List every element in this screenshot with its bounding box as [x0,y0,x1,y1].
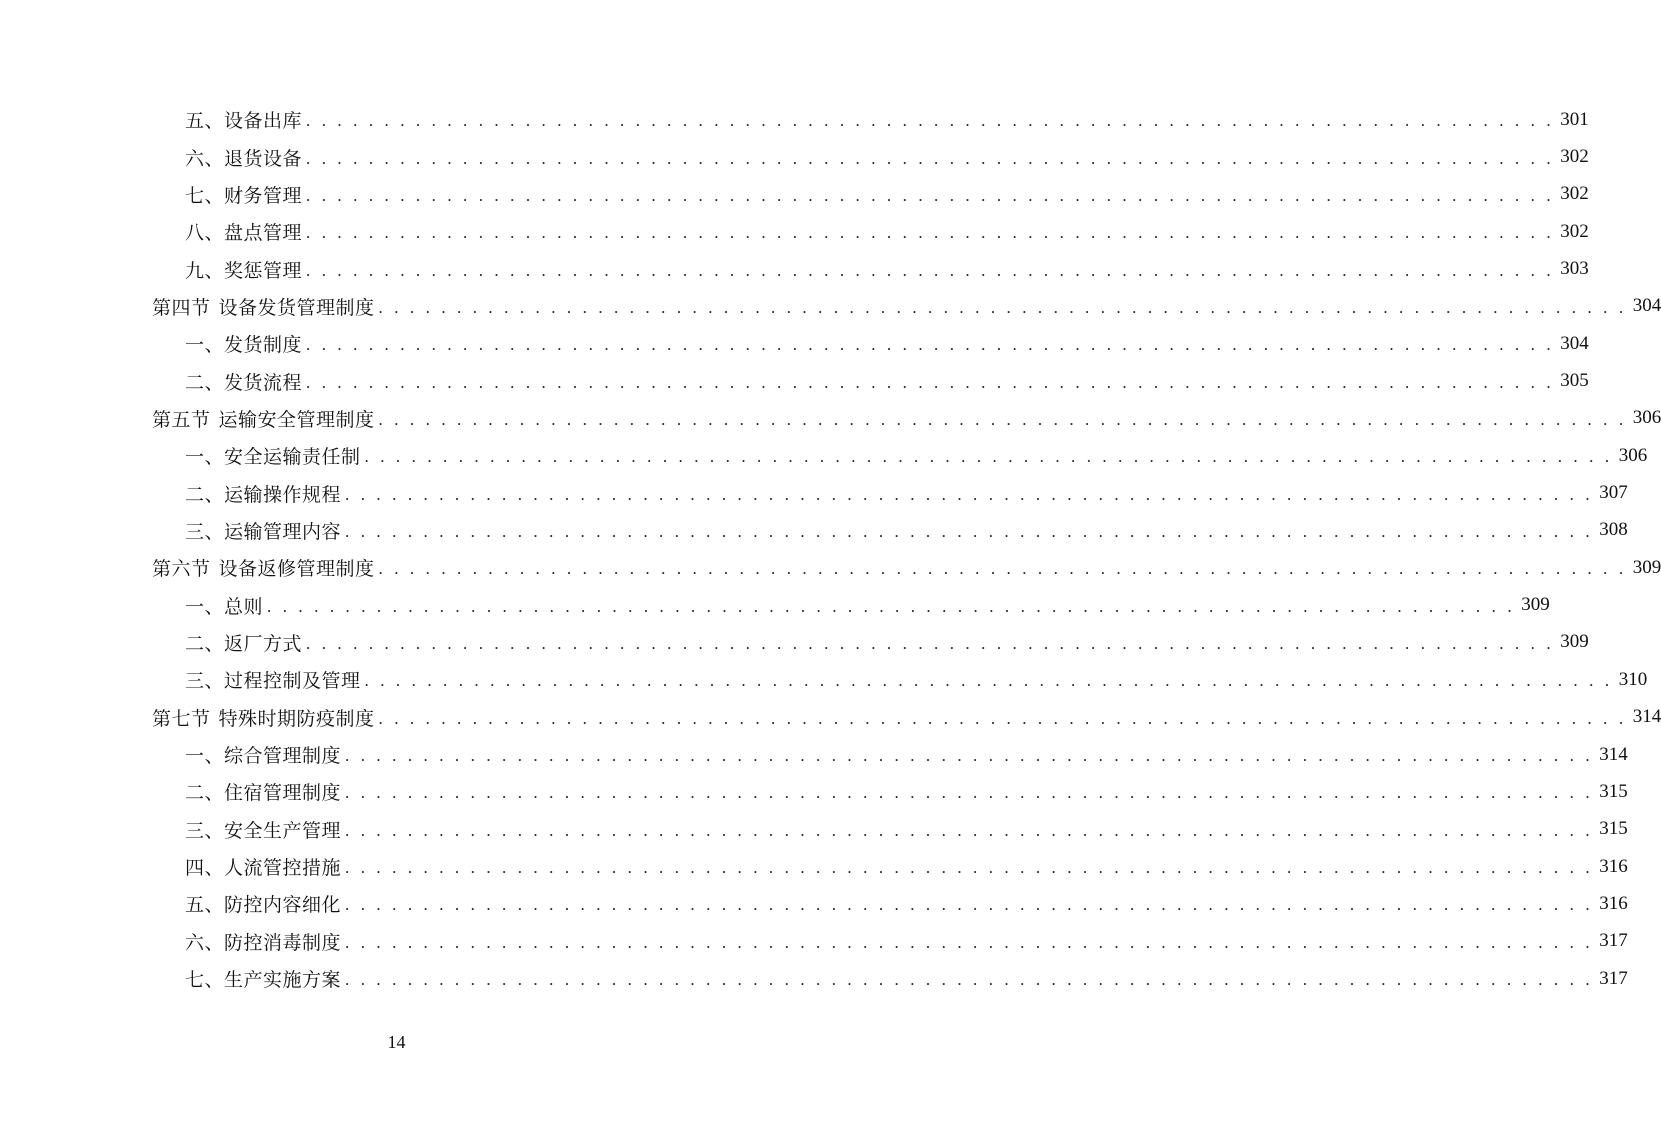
toc-page-number: 317 [1599,930,1628,952]
toc-page-number: 309 [1521,594,1550,616]
toc-entry-text: 财务管理 [224,184,303,207]
toc-page-number: 309 [1632,556,1661,578]
toc-leader-dots: . . . . . . . . . . . . . . . . . . . . . . . . . . . . . . . . . . . . . . . . . . . . . . . . . . . . . . . . . . . . . . . . . . . . . . . . . . . . . . . . [345,858,1594,878]
toc-subsection-entry[interactable] [0,138,1589,175]
toc-entry-number: 第六节 [152,558,211,581]
toc-page-number: 314 [1599,743,1628,765]
toc-page-number: 306 [1618,444,1648,466]
toc-entry-number: 三、 [185,819,225,842]
toc-page-number: 316 [1599,892,1628,914]
toc-leader-dots: . . . . . . . . . . . . . . . . . . . . . . . . . . . . . . . . . . . . . . . . . . . . . . . . . . . . . . . . . . . . . . . . . . . . . . . . . . . . . . . . [364,671,1613,691]
toc-page-number: 315 [1599,780,1628,802]
toc-subsection-entry[interactable] [0,325,1589,362]
toc-entry-number: 四、 [185,857,225,880]
toc-page-number: 309 [1560,631,1589,653]
toc-page-number: 316 [1599,855,1628,877]
toc-section-entry[interactable] [0,400,1661,437]
toc-leader-dots: . . . . . . . . . . . . . . . . . . . . . . . . . . . . . . . . . . . . . . . . . . . . . . . . . . . . . . . . . . . . . . . . . . . . . . . . . . . . . . . . [345,932,1594,952]
toc-entry-text: 返厂方式 [224,632,303,655]
toc-entry-text: 防控内容细化 [224,894,342,917]
toc-entry-number: 二、 [185,483,225,506]
toc-entry-number: 二、 [185,632,225,655]
toc-subsection-entry[interactable] [0,848,1628,885]
toc-entry-title [185,741,345,768]
toc-subsection-entry[interactable] [0,250,1589,287]
toc-leader-dots: . . . . . . . . . . . . . . . . . . . . . . . . . . . . . . . . . . . . . . . . . . . . . . . . . . . . . . . . . . . . . . . . . . . . . . . . . . . . . . . . [345,484,1594,504]
toc-entry-number: 第四节 [152,296,211,319]
toc-leader-dots: . . . . . . . . . . . . . . . . . . . . . . . . . . . . . . . . . . . . . . . . . . . . . . . . . . . . . . . . . . . . . . . . . . . . . . . . . . . . . . . . [378,297,1627,317]
toc-entry-text: 住宿管理制度 [224,782,342,805]
toc-entry-number: 五、 [185,110,225,133]
toc-subsection-entry[interactable] [0,885,1628,922]
toc-subsection-entry[interactable] [0,661,1648,698]
toc-entry-title [185,517,345,544]
toc-entry-number: 第五节 [152,408,211,431]
toc-leader-dots: . . . . . . . . . . . . . . . . . . . . . . . . . . . . . . . . . . . . . . . . . . . . . . . . . . . . . . . . . . . . . . . . . . . . . . . . . . . . . . . . [345,746,1594,766]
toc-entry-title [185,330,306,357]
toc-leader-dots: . . . . . . . . . . . . . . . . . . . . . . . . . . . . . . . . . . . . . . . . . . . . . . . . . . . . . . . . . . . . . . . . . . . . . . . . . . . . . . . . [267,596,1516,616]
toc-page-number: 304 [1560,332,1589,354]
toc-page-number: 305 [1560,370,1589,392]
toc-leader-dots: . . . . . . . . . . . . . . . . . . . . . . . . . . . . . . . . . . . . . . . . . . . . . . . . . . . . . . . . . . . . . . . . . . . . . . . . . . . . . . . . [306,148,1555,168]
toc-entry-text: 综合管理制度 [224,745,342,768]
toc-entry-number: 七、 [185,969,225,992]
toc-page-number: 308 [1599,519,1628,541]
toc-leader-dots: . . . . . . . . . . . . . . . . . . . . . . . . . . . . . . . . . . . . . . . . . . . . . . . . . . . . . . . . . . . . . . . . . . . . . . . . . . . . . . . . [345,521,1594,541]
toc-entry-text: 总则 [224,595,264,618]
toc-entry-title [152,554,379,581]
toc-page-number: 314 [1632,706,1661,728]
toc-subsection-entry[interactable] [0,362,1589,399]
toc-entry-title [185,666,365,693]
toc-leader-dots: . . . . . . . . . . . . . . . . . . . . . . . . . . . . . . . . . . . . . . . . . . . . . . . . . . . . . . . . . . . . . . . . . . . . . . . . . . . . . . . . [345,895,1594,915]
toc-entry-text: 奖惩管理 [224,259,303,282]
toc-entry-title [185,816,345,843]
toc-leader-dots: . . . . . . . . . . . . . . . . . . . . . . . . . . . . . . . . . . . . . . . . . . . . . . . . . . . . . . . . . . . . . . . . . . . . . . . . . . . . . . . . [306,633,1555,653]
toc-entry-title [185,256,306,283]
toc-entry-text: 过程控制及管理 [224,670,361,693]
toc-leader-dots: . . . . . . . . . . . . . . . . . . . . . . . . . . . . . . . . . . . . . . . . . . . . . . . . . . . . . . . . . . . . . . . . . . . . . . . . . . . . . . . . [306,111,1555,131]
toc-entry-text: 运输管理内容 [224,520,342,543]
toc-page-number: 302 [1560,220,1589,242]
toc-entry-title [185,853,345,880]
toc-entry-title [152,405,379,432]
toc-entry-text: 安全运输责任制 [224,446,361,469]
toc-leader-dots: . . . . . . . . . . . . . . . . . . . . . . . . . . . . . . . . . . . . . . . . . . . . . . . . . . . . . . . . . . . . . . . . . . . . . . . . . . . . . . . . [306,335,1555,355]
toc-entry-text: 人流管控措施 [224,857,342,880]
toc-leader-dots: . . . . . . . . . . . . . . . . . . . . . . . . . . . . . . . . . . . . . . . . . . . . . . . . . . . . . . . . . . . . . . . . . . . . . . . . . . . . . . . . [345,820,1594,840]
toc-entry-text: 发货流程 [224,371,303,394]
toc-entry-number: 二、 [185,371,225,394]
toc-subsection-entry[interactable] [0,624,1589,661]
toc-subsection-entry[interactable] [0,437,1648,474]
toc-subsection-entry[interactable] [0,960,1628,997]
toc-entry-title [185,592,267,619]
toc-subsection-entry[interactable] [0,923,1628,960]
toc-page-number: 303 [1560,258,1589,280]
toc-entry-title [185,890,345,917]
toc-entry-number: 一、 [185,446,225,469]
toc-subsection-entry[interactable] [0,773,1628,810]
toc-entry-number: 二、 [185,782,225,805]
toc-leader-dots: . . . . . . . . . . . . . . . . . . . . . . . . . . . . . . . . . . . . . . . . . . . . . . . . . . . . . . . . . . . . . . . . . . . . . . . . . . . . . . . . [306,372,1555,392]
toc-entry-text: 安全生产管理 [224,819,342,842]
toc-entry-text: 盘点管理 [224,222,303,245]
toc-page-number: 306 [1632,407,1661,429]
toc-entry-title [185,480,345,507]
toc-leader-dots: . . . . . . . . . . . . . . . . . . . . . . . . . . . . . . . . . . . . . . . . . . . . . . . . . . . . . . . . . . . . . . . . . . . . . . . . . . . . . . . . [306,260,1555,280]
toc-entry-text: 运输操作规程 [224,483,342,506]
toc-entry-text: 发货制度 [224,334,303,357]
toc-entry-title [152,704,379,731]
toc-entry-number: 八、 [185,222,225,245]
toc-leader-dots: . . . . . . . . . . . . . . . . . . . . . . . . . . . . . . . . . . . . . . . . . . . . . . . . . . . . . . . . . . . . . . . . . . . . . . . . . . . . . . . . [306,223,1555,243]
toc-entry-title [185,965,345,992]
toc-entry-text: 生产实施方案 [224,969,342,992]
toc-entry-number: 一、 [185,334,225,357]
toc-entry-number: 九、 [185,259,225,282]
toc-leader-dots: . . . . . . . . . . . . . . . . . . . . . . . . . . . . . . . . . . . . . . . . . . . . . . . . . . . . . . . . . . . . . . . . . . . . . . . . . . . . . . . . [345,970,1594,990]
toc-subsection-entry[interactable] [0,736,1628,773]
toc-leader-dots: . . . . . . . . . . . . . . . . . . . . . . . . . . . . . . . . . . . . . . . . . . . . . . . . . . . . . . . . . . . . . . . . . . . . . . . . . . . . . . . . [345,783,1594,803]
toc-leader-dots: . . . . . . . . . . . . . . . . . . . . . . . . . . . . . . . . . . . . . . . . . . . . . . . . . . . . . . . . . . . . . . . . . . . . . . . . . . . . . . . . [306,185,1555,205]
toc-entry-number: 三、 [185,670,225,693]
toc-page-number: 317 [1599,967,1628,989]
toc-entry-number: 第七节 [152,707,211,730]
toc-entry-title [185,629,306,656]
toc-leader-dots: . . . . . . . . . . . . . . . . . . . . . . . . . . . . . . . . . . . . . . . . . . . . . . . . . . . . . . . . . . . . . . . . . . . . . . . . . . . . . . . . [378,708,1627,728]
toc-entry-number: 七、 [185,184,225,207]
toc-entry-title [152,293,379,320]
toc-entry-text: 特殊时期防疫制度 [218,707,375,730]
toc-subsection-entry[interactable] [0,474,1628,511]
toc-subsection-entry[interactable] [0,512,1628,549]
toc-page-number: 315 [1599,818,1628,840]
toc-page-number: 310 [1618,668,1648,690]
toc-entry-title [185,181,306,208]
toc-entry-title [185,368,306,395]
toc-page-number: 301 [1560,108,1589,130]
toc-entry-text: 设备出库 [224,110,303,133]
toc-leader-dots: . . . . . . . . . . . . . . . . . . . . . . . . . . . . . . . . . . . . . . . . . . . . . . . . . . . . . . . . . . . . . . . . . . . . . . . . . . . . . . . . [364,447,1613,467]
toc-entry-title [185,218,306,245]
toc-entry-number: 一、 [185,745,225,768]
toc-entry-text: 防控消毒制度 [224,931,342,954]
toc-entry-number: 六、 [185,147,225,170]
table-of-contents [0,101,1661,997]
toc-entry-title [185,928,345,955]
toc-page-number: 302 [1560,146,1589,168]
toc-entry-title [185,442,365,469]
toc-entry-text: 设备发货管理制度 [218,296,375,319]
toc-entry-number: 六、 [185,931,225,954]
toc-section-entry[interactable] [0,288,1661,325]
toc-entry-title [185,106,306,133]
toc-entry-number: 一、 [185,595,225,618]
toc-section-entry[interactable] [0,549,1661,586]
toc-entry-number: 三、 [185,520,225,543]
toc-leader-dots: . . . . . . . . . . . . . . . . . . . . . . . . . . . . . . . . . . . . . . . . . . . . . . . . . . . . . . . . . . . . . . . . . . . . . . . . . . . . . . . . [378,559,1627,579]
toc-section-entry[interactable] [0,699,1661,736]
toc-entry-title [185,778,345,805]
toc-entry-text: 退货设备 [224,147,303,170]
toc-page-number: 302 [1560,183,1589,205]
toc-entry-text: 设备返修管理制度 [218,558,375,581]
toc-subsection-entry[interactable] [0,811,1628,848]
page-number: 14 [387,1032,406,1052]
toc-subsection-entry[interactable] [0,176,1589,213]
toc-entry-number: 五、 [185,894,225,917]
toc-subsection-entry[interactable] [0,213,1589,250]
toc-entry-text: 运输安全管理制度 [218,408,375,431]
toc-page-number: 307 [1599,482,1628,504]
toc-entry-title [185,144,306,171]
toc-leader-dots: . . . . . . . . . . . . . . . . . . . . . . . . . . . . . . . . . . . . . . . . . . . . . . . . . . . . . . . . . . . . . . . . . . . . . . . . . . . . . . . . [378,409,1627,429]
toc-subsection-entry[interactable] [0,101,1589,138]
toc-page-number: 304 [1632,295,1661,317]
toc-subsection-entry[interactable] [0,586,1550,623]
